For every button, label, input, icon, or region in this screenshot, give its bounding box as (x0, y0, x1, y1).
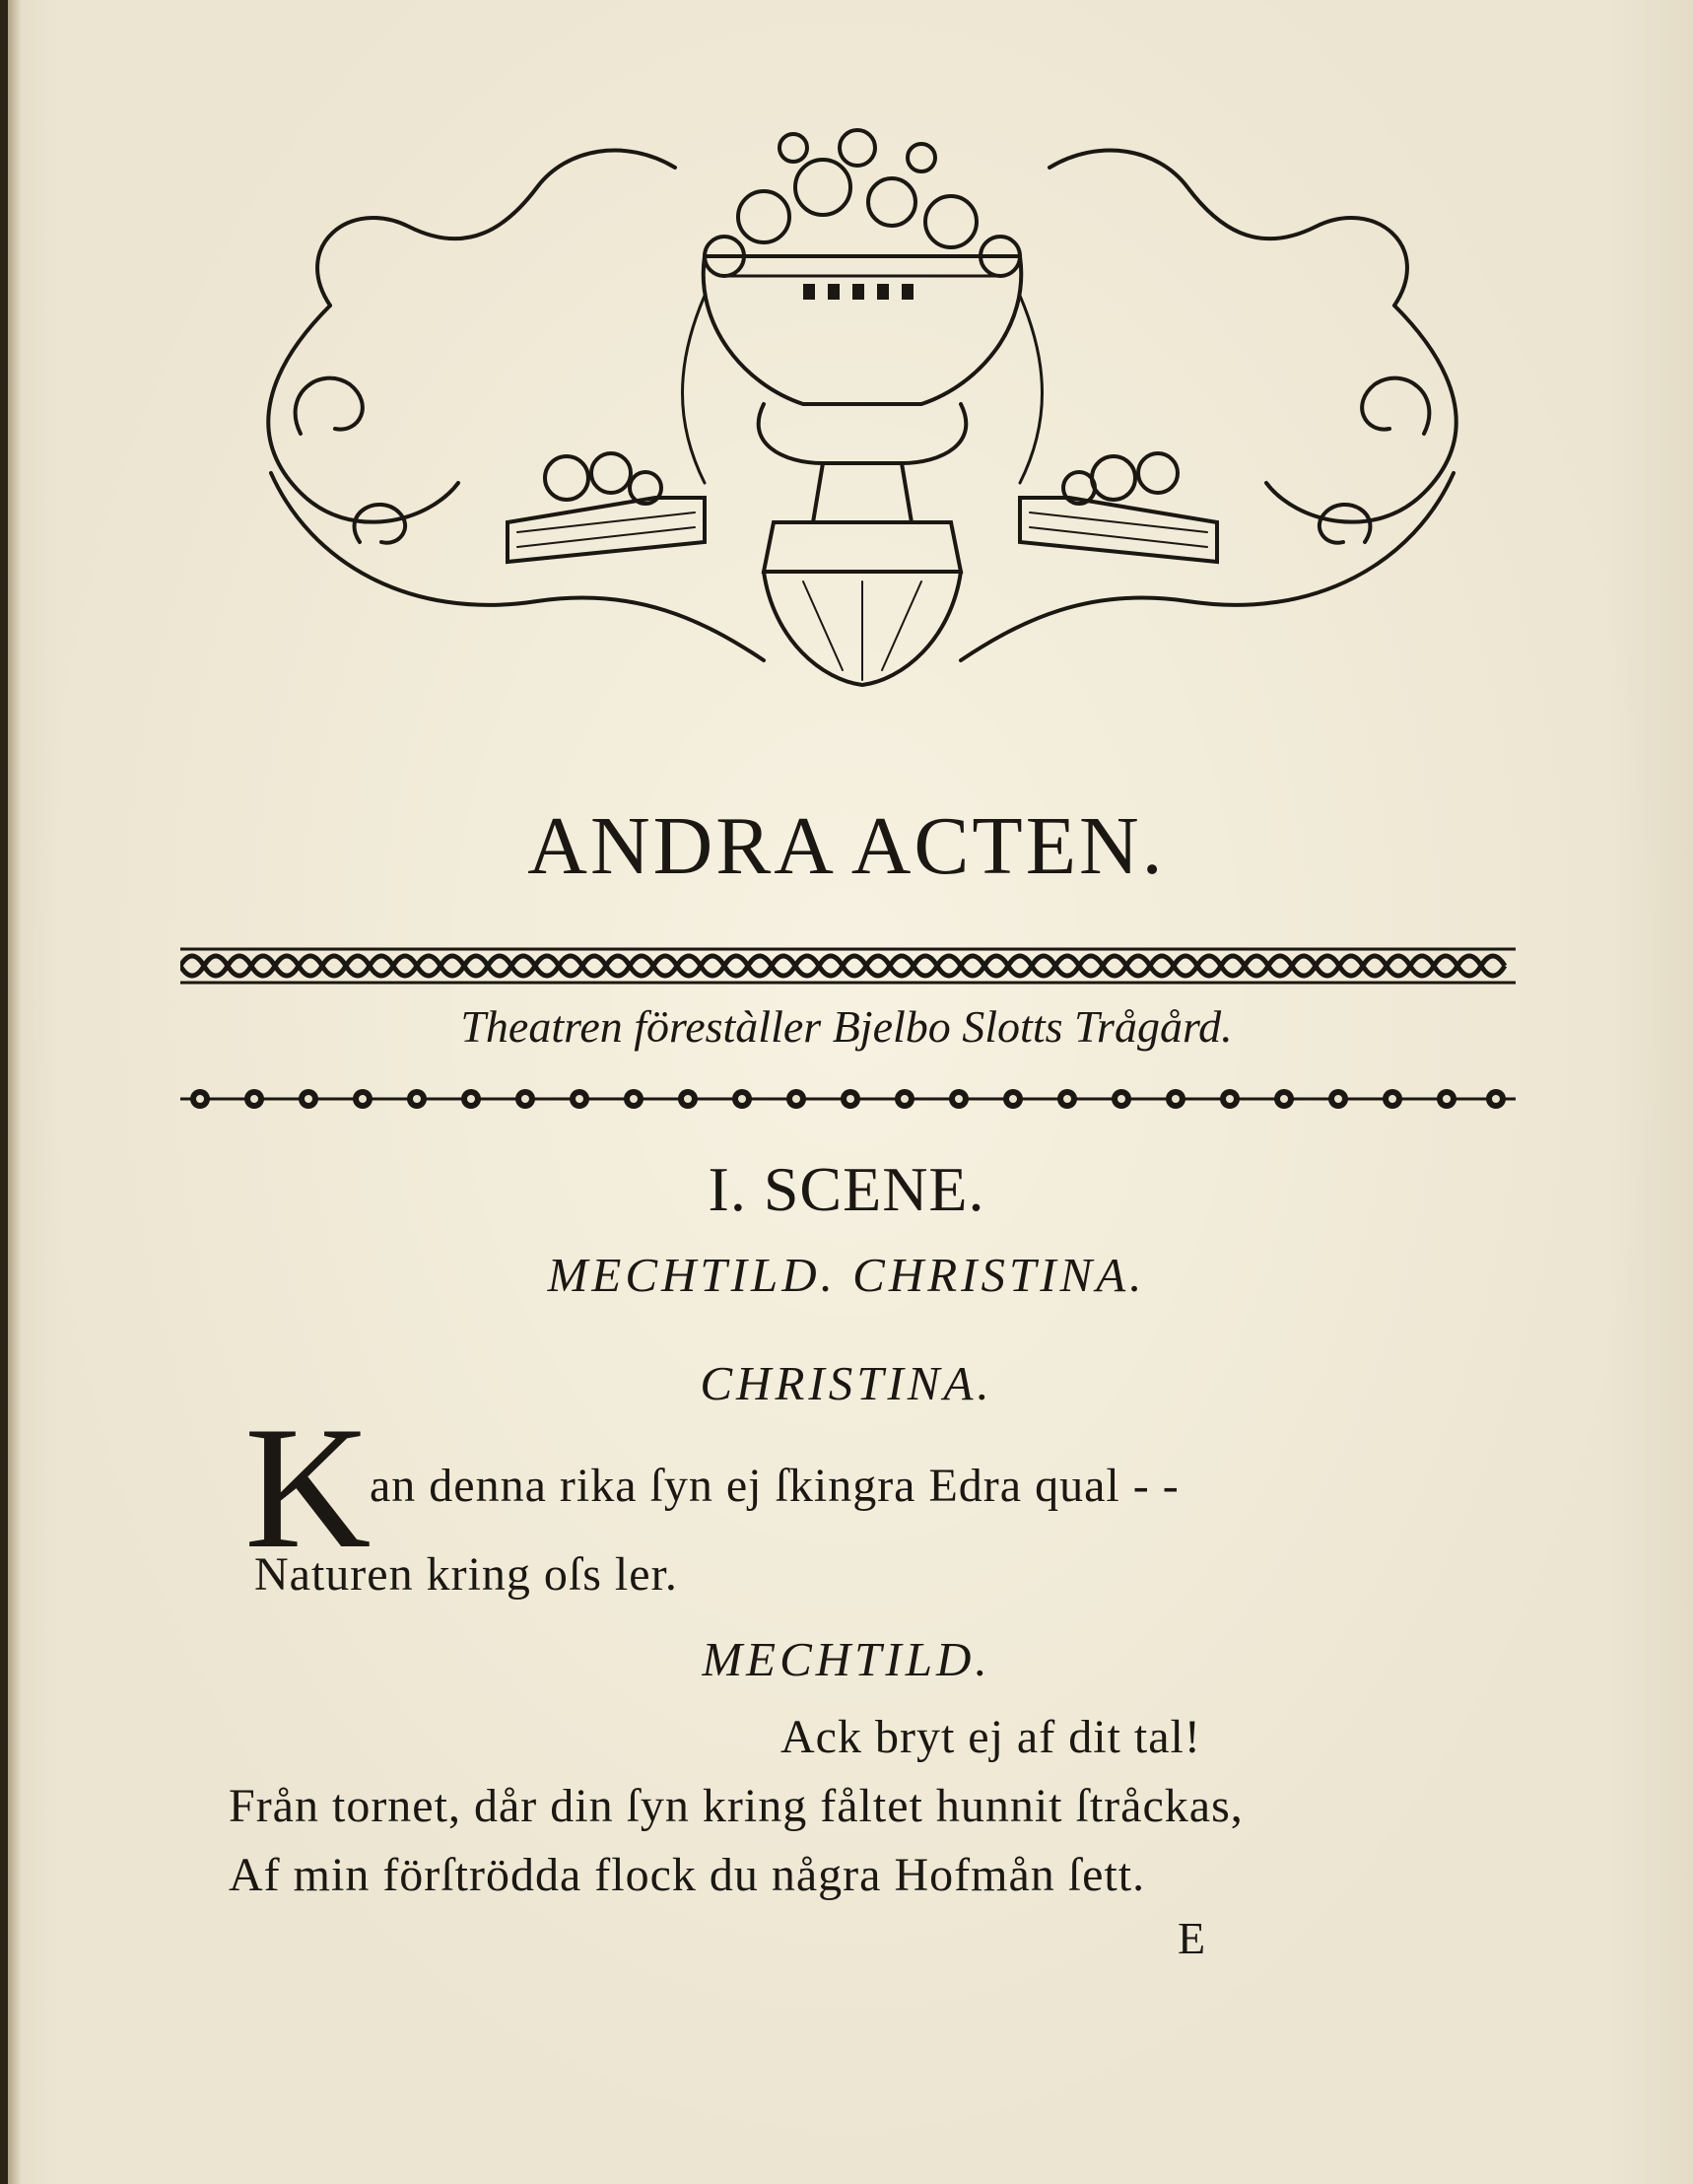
speaker-name: CHRISTINA. (700, 1356, 993, 1410)
page-title: ANDRA ACTEN. (527, 800, 1166, 892)
braid-rule-ornament-icon (180, 941, 1516, 990)
gutter-shadow (8, 0, 22, 2184)
verse-line: Ack bryt ej af dit tal! (780, 1711, 1201, 1763)
characters-list: MECHTILD. CHRISTINA. (547, 1248, 1146, 1302)
scene-heading: I. SCENE. (708, 1154, 985, 1224)
verse-line: Af min förſtrödda flock du några Hofmån ſett. (229, 1849, 1146, 1901)
speaker-name: MECHTILD. (702, 1632, 991, 1686)
book-gutter (0, 0, 8, 2184)
stage-setting-line: Theatren förestàller Bjelbo Slotts Trågård. (460, 1001, 1233, 1052)
verse-line: an denna rika ſyn ej ſkingra Edra qual - - (370, 1460, 1180, 1512)
verse-line: Från tornet, dår din ſyn kring fåltet hunnit ſtråckas, (229, 1780, 1244, 1832)
drop-cap: K (244, 1390, 372, 1585)
signature-mark: E (1178, 1913, 1206, 1963)
rococo-urn-cartouche-icon (212, 108, 1513, 700)
verse-line: Naturen kring oſs ler. (254, 1548, 678, 1601)
floral-dot-rule-ornament-icon (180, 1076, 1516, 1122)
